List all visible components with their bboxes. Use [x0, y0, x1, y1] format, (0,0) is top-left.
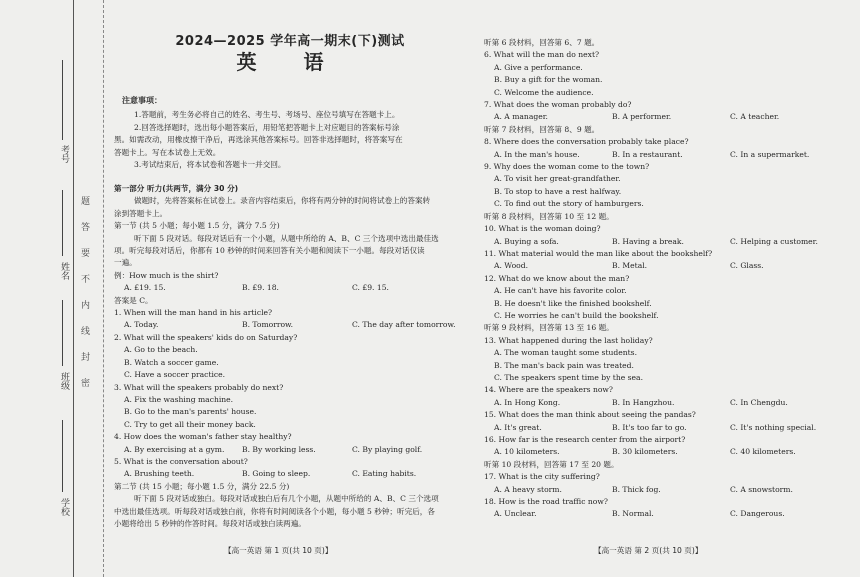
answer-option: A. Unclear. — [494, 509, 537, 519]
note-line: 1.答题前，考生务必将自己的姓名、考生号、考场号、座位号填写在答题卡上。 — [134, 110, 400, 120]
answer-option: A. A manager. — [494, 112, 548, 122]
note-line: 黑。如需改动，用橡皮擦干净后，再选涂其他答案标号。回答非选择题时，将答案写在 — [114, 135, 403, 145]
answer-option: B. Tomorrow. — [242, 320, 294, 330]
example-option-c: C. £9. 15. — [352, 283, 389, 293]
answer-option: B. In Hangzhou. — [612, 397, 675, 407]
part1-intro-line: 做题时，先将答案标在试卷上。录音内容结束后，你将有两分钟的时间将试卷上的答案转 — [134, 196, 431, 206]
answer-option: B. Going to sleep. — [242, 469, 311, 479]
answer-option: B. It's too far to go. — [612, 422, 687, 432]
answer-option: C. He worries he can't build the bookshelf. — [494, 310, 659, 320]
exam-number-label: 考号 — [59, 145, 69, 163]
answer-option: C. The speakers spent time by the sea. — [494, 372, 643, 382]
question-stem: 13. What happened during the last holiday? — [484, 335, 653, 345]
answer-option: C. A snowstorm. — [730, 484, 793, 494]
question-item — [484, 223, 850, 248]
answer-option: A. Give a performance. — [494, 62, 583, 72]
answer-option: C. Try to get all their money back. — [124, 419, 256, 429]
seal-char: 线 — [81, 327, 91, 337]
answer-option: B. 30 kilometers. — [612, 447, 678, 457]
option-row — [484, 422, 850, 434]
answer-option: A. Fix the washing machine. — [124, 394, 234, 404]
question-stem: 9. Why does the woman come to the town? — [484, 162, 650, 172]
question-stem: 2. What will the speakers' kids do on Saturday? — [114, 332, 298, 342]
notes-section — [114, 95, 466, 171]
question-stem: 18. How is the road traffic now? — [484, 497, 608, 507]
page-1-column — [114, 0, 466, 577]
answer-option: A. By exercising at a gym. — [124, 444, 225, 454]
question-stem: 1. When will the man hand in his article? — [114, 308, 273, 318]
material-instruction: 听第 10 段材料，回答第 17 至 20 题。 — [484, 459, 619, 469]
answer-option: C. In Chengdu. — [730, 397, 788, 407]
answer-option: B. A performer. — [612, 112, 672, 122]
question-stem: 8. Where does the conversation probably take place? — [484, 137, 689, 147]
answer-option: C. To find out the story of hamburgers. — [494, 199, 644, 209]
material-instruction: 听第 7 段材料，回答第 8、9 题。 — [484, 124, 600, 134]
binding-margin — [0, 0, 108, 577]
question-stem: 17. What is the city suffering? — [484, 472, 600, 482]
material-instruction: 听第 9 段材料，回答第 13 至 16 题。 — [484, 323, 614, 333]
question-item — [484, 273, 850, 323]
question-item — [484, 496, 850, 521]
answer-option: A. Brushing teeth. — [124, 469, 195, 479]
answer-option: C. Have a soccer practice. — [124, 370, 226, 380]
binding-line — [73, 0, 74, 577]
section2-heading: 第二节 (共 15 小题；每小题 1.5 分，满分 22.5 分) — [114, 481, 290, 491]
answer-option: B. Having a break. — [612, 236, 684, 246]
question-item — [484, 384, 850, 409]
answer-option: C. The day after tomorrow. — [352, 320, 456, 330]
part1-heading: 第一部分 听力(共两节，满分 30 分) — [114, 184, 239, 193]
answer-option: C. In a supermarket. — [730, 149, 810, 159]
answer-option: A. The woman taught some students. — [494, 348, 637, 358]
note-line: 2.回答选择题时，选出每小题答案后，用铅笔把答题卡上对应题目的答案标号涂 — [134, 122, 400, 132]
answer-option: C. 40 kilometers. — [730, 447, 796, 457]
option-row — [114, 444, 466, 456]
option-row — [114, 468, 466, 480]
seal-char: 封 — [81, 353, 91, 363]
answer-option: C. Glass. — [730, 261, 764, 271]
answer-option: B. Buy a gift for the woman. — [494, 75, 603, 85]
answer-option: B. He doesn't like the finished bookshelf. — [494, 298, 652, 308]
answer-option: B. Watch a soccer game. — [124, 357, 219, 367]
left-question-list — [114, 307, 466, 481]
question-stem: 11. What material would the man like about the bookshelf? — [484, 248, 713, 258]
answer-option: B. To stop to have a rest halfway. — [494, 186, 622, 196]
seal-char: 内 — [81, 301, 91, 311]
example-option-b: B. £9. 18. — [242, 283, 279, 293]
question-item — [114, 382, 466, 432]
example-option-a: A. £19. 15. — [124, 283, 166, 293]
question-item — [484, 248, 850, 273]
question-item — [484, 99, 850, 124]
question-item — [114, 431, 466, 456]
answer-option: A. He can't have his favorite color. — [494, 286, 627, 296]
option-row — [484, 236, 850, 248]
question-item — [114, 307, 466, 332]
subject-title: 英 语 — [236, 50, 344, 74]
section2-intro-line: 听下面 5 段对话或独白。每段对话或独白后有几个小题，从题中所给的 A、B、C 三个选项 — [134, 494, 439, 504]
class-field — [62, 300, 63, 366]
answer-option: C. Helping a customer. — [730, 236, 818, 246]
question-item — [484, 136, 850, 161]
option-row — [484, 397, 850, 409]
question-item — [114, 332, 466, 382]
seal-line — [103, 0, 104, 577]
question-item — [484, 471, 850, 496]
option-row — [484, 446, 850, 458]
answer-option: A. In Hong Kong. — [494, 397, 561, 407]
option-row — [484, 508, 850, 520]
option-row — [484, 484, 850, 496]
answer-option: C. By playing golf. — [352, 444, 423, 454]
answer-option: C. Welcome the audience. — [494, 87, 594, 97]
exam-title: 2024—2025 学年高一期末(下)测试 — [175, 34, 405, 49]
question-stem: 7. What does the woman probably do? — [484, 100, 632, 110]
name-field — [62, 190, 63, 256]
answer-option: A. In the man's house. — [494, 149, 580, 159]
answer-option: A. Go to the beach. — [124, 345, 198, 355]
class-label: 班级 — [59, 372, 69, 390]
answer-option: A. Buying a sofa. — [494, 236, 559, 246]
part1-section — [114, 183, 466, 530]
answer-option: A. Wood. — [494, 261, 529, 271]
notes-heading: 注意事项： — [122, 96, 162, 105]
question-stem: 14. Where are the speakers now? — [484, 385, 613, 395]
question-stem: 4. How does the woman's father stay healthy? — [114, 432, 292, 442]
answer-option: B. Thick fog. — [612, 484, 661, 494]
page-footer-right: 【高一英语 第 2 页(共 10 页)】 — [594, 546, 703, 555]
example-options — [114, 282, 466, 294]
answer-option: A. It's great. — [494, 422, 542, 432]
question-stem: 16. How far is the research center from the airport? — [484, 435, 686, 444]
seal-char: 密 — [81, 379, 91, 389]
section1-heading: 第一节 (共 5 小题；每小题 1.5 分，满分 7.5 分) — [114, 221, 280, 231]
example-answer: 答案是 C。 — [114, 295, 153, 305]
answer-option: C. It's nothing special. — [730, 422, 817, 432]
answer-option: B. Normal. — [612, 509, 654, 519]
part1-intro-line: 涂到答题卡上。 — [114, 208, 168, 218]
option-row — [484, 149, 850, 161]
material-instruction: 听第 6 段材料，回答第 6、7 题。 — [484, 38, 600, 47]
section1-intro-line: 一遍。 — [114, 258, 137, 268]
answer-option: B. By working less. — [242, 444, 316, 454]
answer-option: A. To visit her great-grandfather. — [494, 174, 621, 184]
question-stem: 3. What will the speakers probably do next? — [114, 382, 284, 392]
answer-option: B. In a restaurant. — [612, 149, 683, 159]
question-stem: 10. What is the woman doing? — [484, 224, 601, 234]
page-footer-left: 【高一英语 第 1 页(共 10 页)】 — [224, 546, 333, 555]
material-instruction: 听第 8 段材料，回答第 10 至 12 题。 — [484, 211, 614, 221]
answer-option: C. Eating habits. — [352, 469, 417, 479]
answer-option: A. A heavy storm. — [494, 484, 562, 494]
school-label: 学校 — [59, 498, 69, 516]
question-stem: 15. What does the man think about seeing the pandas? — [484, 410, 696, 420]
exam-number-field — [62, 60, 63, 140]
question-item — [484, 434, 850, 459]
section1-intro-line: 听下面 5 段对话。每段对话后有一个小题，从题中所给的 A、B、C 三个选项中选出最佳选 — [134, 233, 439, 243]
question-item — [484, 49, 850, 99]
answer-option: B. Metal. — [612, 261, 648, 271]
question-stem: 5. What is the conversation about? — [114, 456, 248, 466]
page-2-column — [484, 0, 850, 577]
name-label: 姓名 — [59, 262, 69, 280]
answer-option: A. 10 kilometers. — [494, 447, 560, 457]
question-item — [484, 335, 850, 385]
answer-option: B. Go to the man's parents' house. — [124, 407, 257, 417]
question-item — [114, 456, 466, 481]
question-stem: 12. What do we know about the man? — [484, 273, 630, 283]
right-question-list — [484, 37, 850, 521]
section1-intro-line: 项。听完每段对话后，你都有 10 秒钟的时间来回答有关小题和阅读下一小题。每段对话仅读 — [114, 246, 425, 256]
seal-char: 题 — [81, 197, 91, 207]
note-line: 3.考试结束后，将本试卷和答题卡一并交回。 — [134, 160, 286, 170]
answer-option: B. The man's back pain was treated. — [494, 360, 634, 370]
example-question: 例：How much is the shirt? — [114, 270, 219, 280]
answer-option: C. Dangerous. — [730, 509, 785, 519]
option-row — [484, 111, 850, 123]
seal-char: 答 — [81, 223, 91, 233]
school-field — [62, 420, 63, 492]
question-item — [484, 161, 850, 211]
section2-intro-line: 小题将给出 5 秒钟的作答时间。每段对话或独白读两遍。 — [114, 518, 306, 528]
section2-intro-line: 中选出最佳选项。听每段对话或独白前，你将有时间阅读各个小题，每小题 5 秒钟；听完后，各 — [114, 506, 435, 516]
question-item — [484, 409, 850, 434]
seal-char: 不 — [81, 275, 91, 285]
option-row — [484, 260, 850, 272]
option-row — [114, 319, 466, 331]
seal-char: 要 — [81, 249, 91, 259]
note-line: 答题卡上。写在本试卷上无效。 — [114, 147, 221, 157]
answer-option: C. A teacher. — [730, 112, 780, 122]
question-stem: 6. What will the man do next? — [484, 50, 600, 60]
answer-option: A. Today. — [124, 320, 159, 330]
